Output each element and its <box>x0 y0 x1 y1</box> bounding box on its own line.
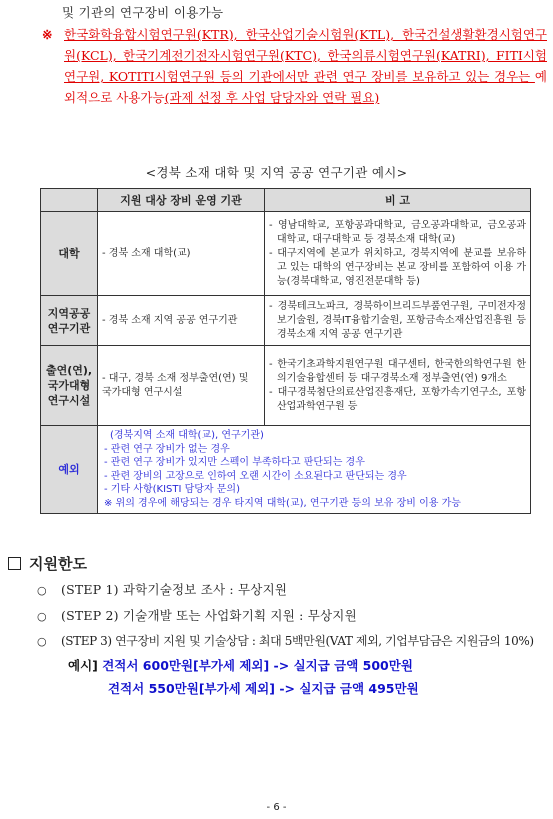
note-item: - 대구지역에 본교가 위치하고, 경북지역에 분교를 보유하고 있는 대학의 연구장비는 본교 장비를 포함하여 이용 가능(경북대학교, 영진전문대학 등) <box>269 247 526 287</box>
square-bullet-icon <box>8 557 21 570</box>
exception-line: ※ 위의 경우에 해당되는 경우 타지역 대학(교), 연구기관 등의 보유 장비 이용 가능 <box>104 497 461 509</box>
section-heading <box>8 553 87 574</box>
exception-notice <box>42 24 547 108</box>
exception-cell <box>98 426 531 514</box>
step-item <box>37 580 287 598</box>
table-header-row <box>41 189 531 212</box>
example-line <box>108 679 419 697</box>
notes-cell <box>265 296 531 346</box>
header-operator: 지원 대상 장비 운영 기관 <box>98 189 265 212</box>
step-item <box>37 632 534 649</box>
table-row-exception <box>41 426 531 514</box>
intro-line: 및 기관의 연구장비 이용가능 <box>62 5 224 20</box>
step-text: (STEP 2) 기술개발 또는 사업화기획 지원 : 무상지원 <box>61 608 357 623</box>
step-text: (STEP 3) 연구장비 지원 및 기술상담 : 최대 5백만원(VAT 제외, 기업부담금은 지원금의 10%) <box>61 634 534 648</box>
circle-bullet-icon: ○ <box>37 584 47 597</box>
step-text: (STEP 1) 과학기술정보 조사 : 무상지원 <box>61 582 288 597</box>
row-label <box>41 296 98 346</box>
institution-table <box>40 188 531 514</box>
exception-line: - 관련 장비의 고장으로 인하여 오랜 시간이 소요된다고 판단되는 경우 <box>104 470 407 482</box>
notes-cell <box>265 212 531 296</box>
row-label <box>41 212 98 296</box>
table-row <box>41 346 531 426</box>
notice-part: (과제 선정 후 사업 담당자와 연락 필요) <box>164 90 380 105</box>
example-text: 견적서 600만원[부가세 제외] -> 실지급 금액 500만원 <box>102 658 413 673</box>
page-number: - 6 - <box>266 802 287 813</box>
table-row <box>41 296 531 346</box>
operator-cell: - 경북 소재 대학(교) <box>98 212 265 296</box>
operator-cell: - 경북 소재 지역 공공 연구기관 <box>98 296 265 346</box>
row-label: 예외 <box>41 426 98 514</box>
notice-part-emphasis: 예외적으로 사용가능 <box>64 69 547 105</box>
exception-line: - 관련 연구 장비가 없는 경우 <box>104 443 230 455</box>
exception-title: (경북지역 소재 대학(교), 연구기관) <box>110 430 264 441</box>
circle-bullet-icon: ○ <box>37 610 47 623</box>
example-line <box>68 656 413 674</box>
header-notes: 비 고 <box>265 189 531 212</box>
row-label-text: 대학 <box>58 247 80 260</box>
note-item: - 대구경북첨단의료산업진흥재단, 포항가속기연구소, 포항산업과학연구원 등 <box>269 386 526 412</box>
section-title: 지원한도 <box>29 555 87 573</box>
exception-line: - 기타 사항(KISTI 담당자 문의) <box>104 484 240 495</box>
step-item <box>37 606 357 624</box>
circle-bullet-icon: ○ <box>37 635 47 648</box>
reference-mark: ※ <box>42 27 53 42</box>
notice-text <box>64 24 547 108</box>
note-item: - 경북테크노파크, 경북하이브리드부품연구원, 구미전자정보기술원, 경북IT융합기술원, 포항금속소재산업진흥원 등 경북소재 지역 공공 연구기관 <box>269 300 526 340</box>
table-row <box>41 212 531 296</box>
example-text: 견적서 550만원[부가세 제외] -> 실지급 금액 495만원 <box>108 681 419 696</box>
header-empty <box>41 189 98 212</box>
row-label-text: 지역공공 연구기관 <box>47 306 91 335</box>
operator-cell: - 대구, 경북 소재 정부출연(연) 및 국가대형 연구시설 <box>98 346 265 426</box>
row-label-text: 출연(연), 국가대형 연구시설 <box>45 364 93 407</box>
row-label <box>41 346 98 426</box>
notice-part: 한국화학융합시험연구원(KTR), 한국산업기술시험원(KTL), 한국건설생활환경시험연구원(KCL), 한국기계전기전자시험연구원(KTC), 한국의류시험연구원(KATRI), FITI시험연구원, KOTITI시험연구원 등의 기관에서만 관련 연구 장비를 보유하고 있는 경우는 <box>64 27 547 84</box>
example-label: 예시] <box>68 658 98 673</box>
note-item: - 한국기초과학지원연구원 대구센터, 한국한의학연구원 한의기술융합센터 등 대구경북소재 정부출연(연) 9개소 <box>269 358 526 384</box>
note-item: - 영남대학교, 포항공과대학교, 금오공과대학교, 금오공과대학교, 대구대학교 등 경북소재 대학(교) <box>269 219 526 245</box>
exception-line: - 관련 연구 장비가 있지만 스펙이 부족하다고 판단되는 경우 <box>104 457 365 468</box>
notes-cell <box>265 346 531 426</box>
table-caption: <경북 소재 대학 및 지역 공공 연구기관 예시> <box>145 165 408 180</box>
